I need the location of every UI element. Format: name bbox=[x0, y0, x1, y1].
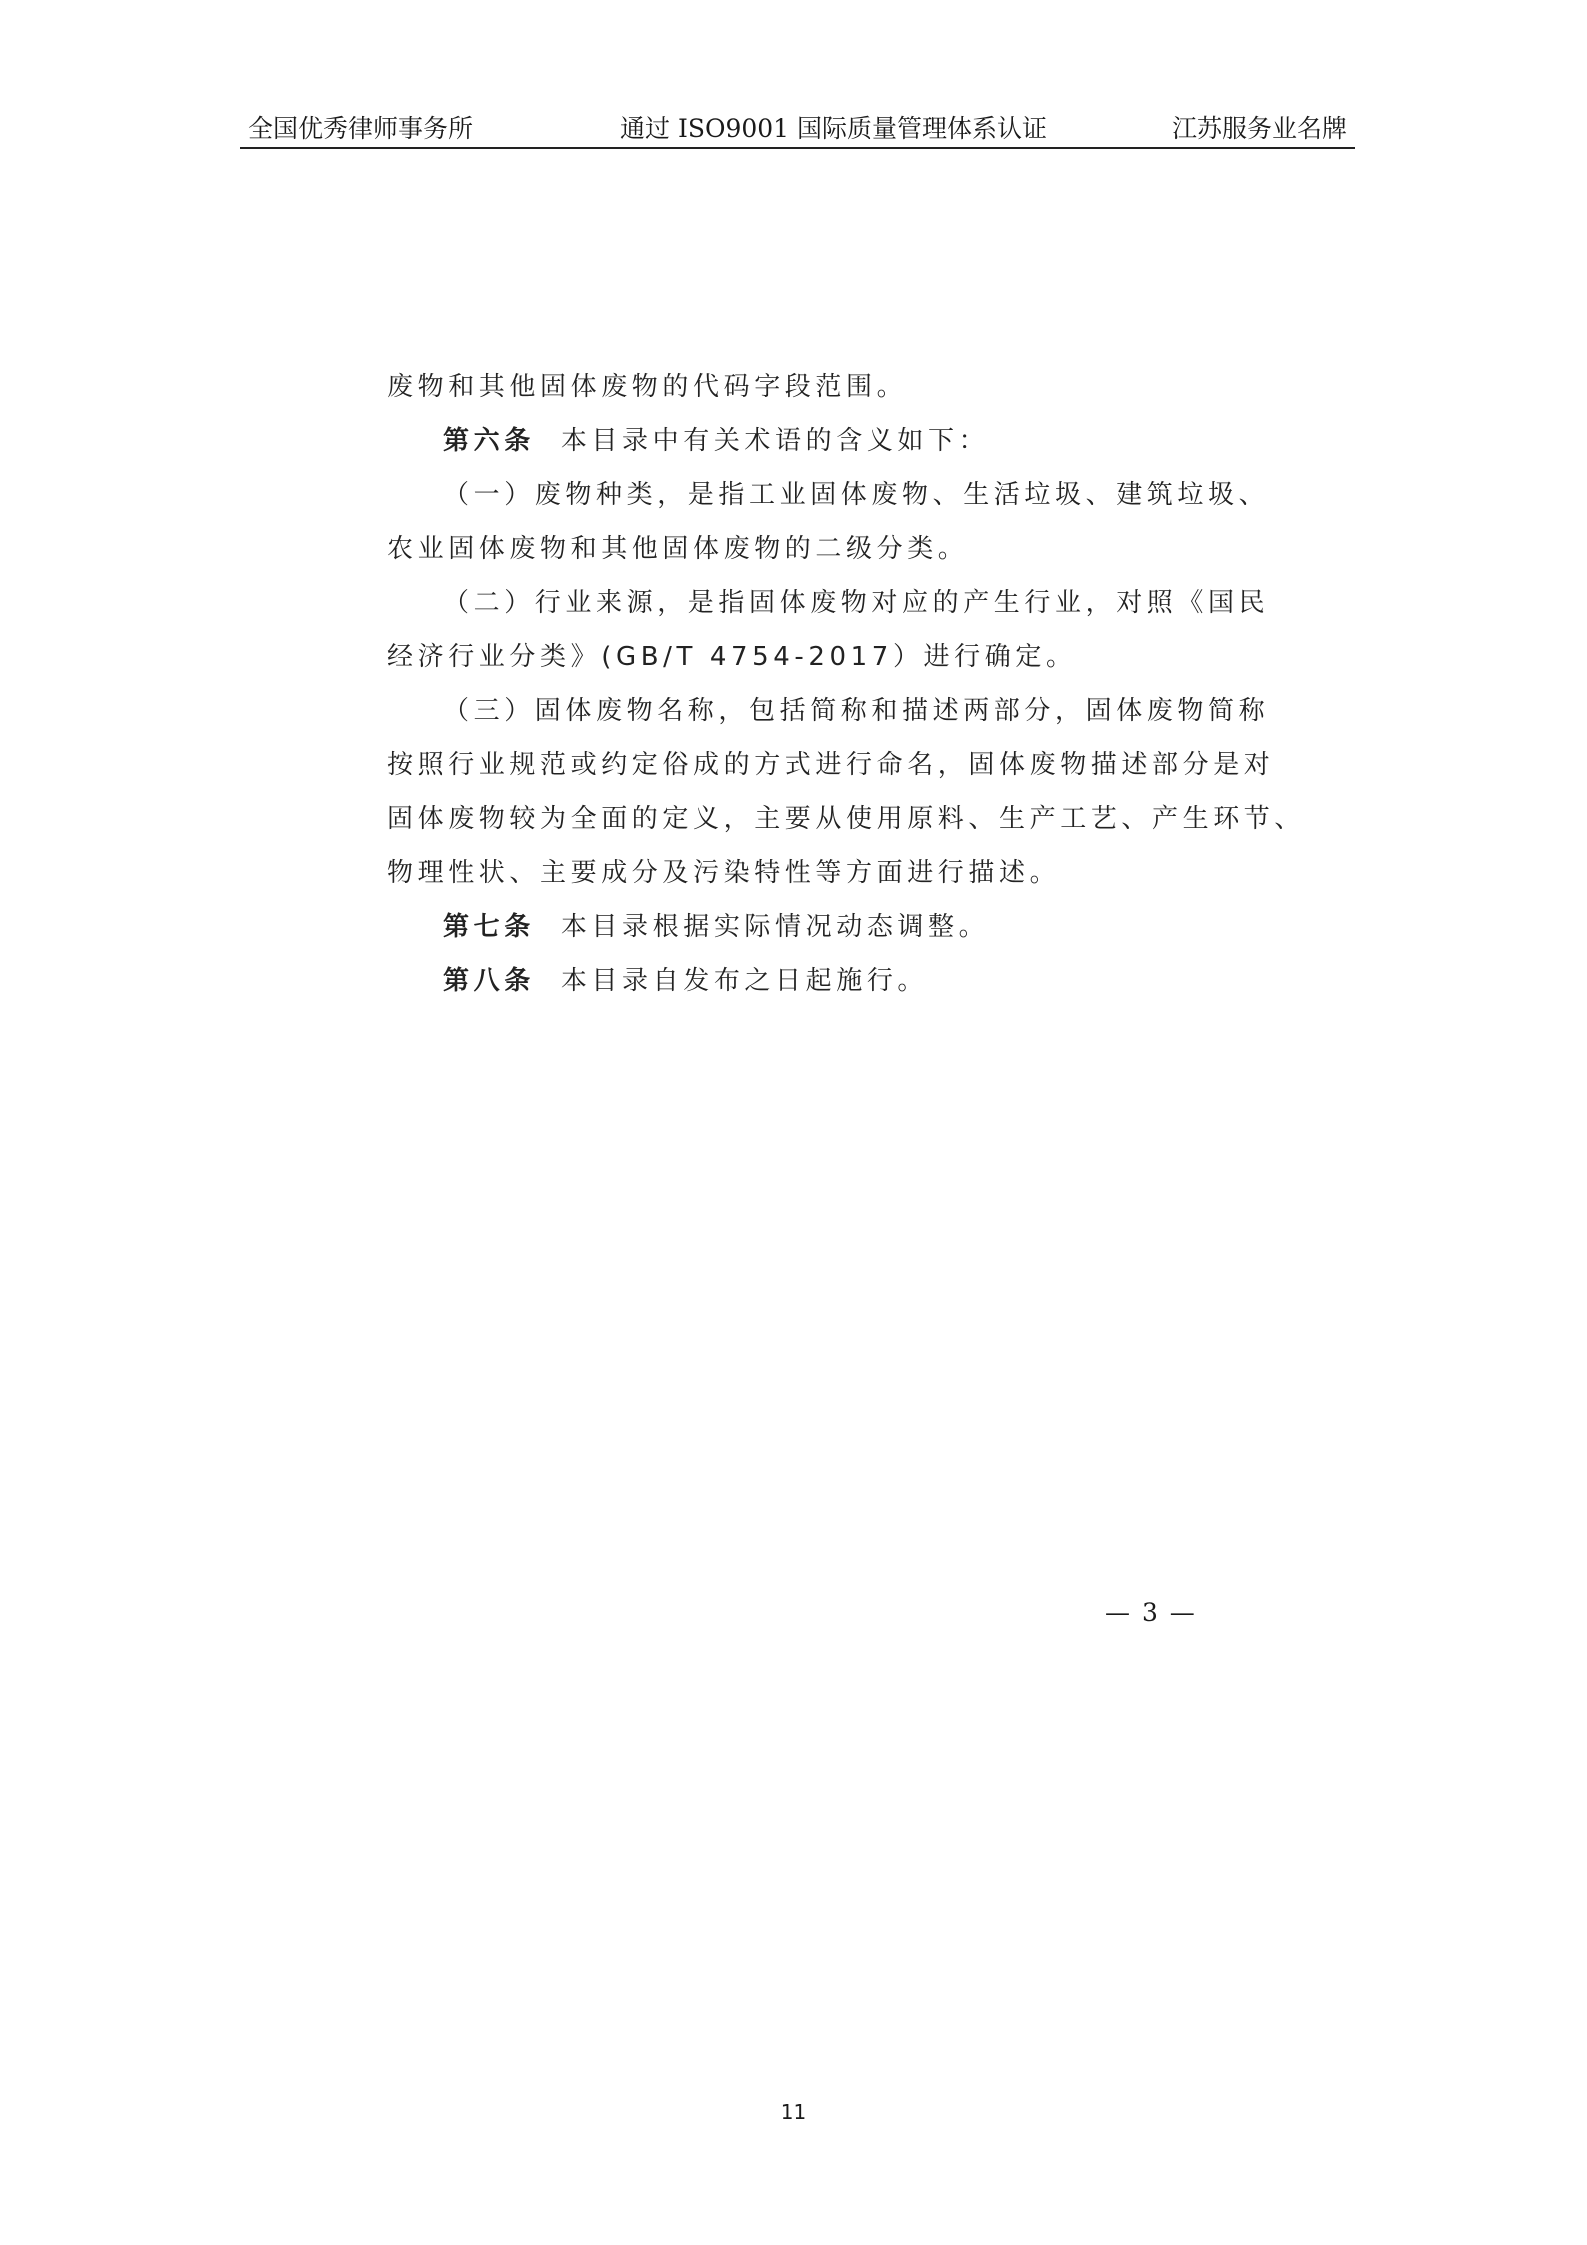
item-2-line-2: 经济行业分类》(GB/T 4754-2017）进行确定。 bbox=[387, 642, 1077, 672]
page-header bbox=[240, 110, 1355, 148]
item-3-line-2: 按照行业规范或约定俗成的方式进行命名，固体废物描述部分是对 bbox=[387, 750, 1275, 780]
article-6-text: 本目录中有关术语的含义如下： bbox=[560, 426, 990, 456]
article-6 bbox=[387, 414, 1217, 468]
item-1-line-2: 农业固体废物和其他固体废物的二级分类。 bbox=[387, 534, 969, 564]
item-2-line-1: （二）行业来源，是指固体废物对应的产生行业，对照《国民 bbox=[443, 588, 1270, 618]
item-3-line-4: 物理性状、主要成分及污染特性等方面进行描述。 bbox=[387, 858, 1061, 888]
item-3-line-1: （三）固体废物名称，包括简称和描述两部分，固体废物简称 bbox=[443, 696, 1270, 726]
page-number: 11 bbox=[780, 2100, 807, 2124]
document-body bbox=[387, 360, 1306, 1008]
article-7-text: 本目录根据实际情况动态调整。 bbox=[560, 912, 990, 942]
article-8-label: 第八条 bbox=[443, 966, 535, 996]
article-8 bbox=[387, 954, 1217, 1008]
header-left-text: 全国优秀律师事务所 bbox=[248, 114, 474, 143]
body-line: 废物和其他固体废物的代码字段范围。 bbox=[387, 372, 908, 402]
article-8-text: 本目录自发布之日起施行。 bbox=[560, 966, 929, 996]
article-7 bbox=[387, 900, 1217, 954]
item-3-line-3: 固体废物较为全面的定义，主要从使用原料、生产工艺、产生环节、 bbox=[387, 804, 1306, 834]
article-6-label: 第六条 bbox=[443, 426, 535, 456]
header-right-text: 江苏服务业名牌 bbox=[1171, 114, 1347, 143]
item-1-line-1: （一）废物种类，是指工业固体废物、生活垃圾、建筑垃圾、 bbox=[443, 480, 1270, 510]
header-center-text: 通过 ISO9001 国际质量管理体系认证 bbox=[620, 114, 1048, 143]
article-7-label: 第七条 bbox=[443, 912, 535, 942]
inner-page-number: — 3 — bbox=[1105, 1598, 1197, 1627]
header-divider bbox=[240, 147, 1355, 149]
